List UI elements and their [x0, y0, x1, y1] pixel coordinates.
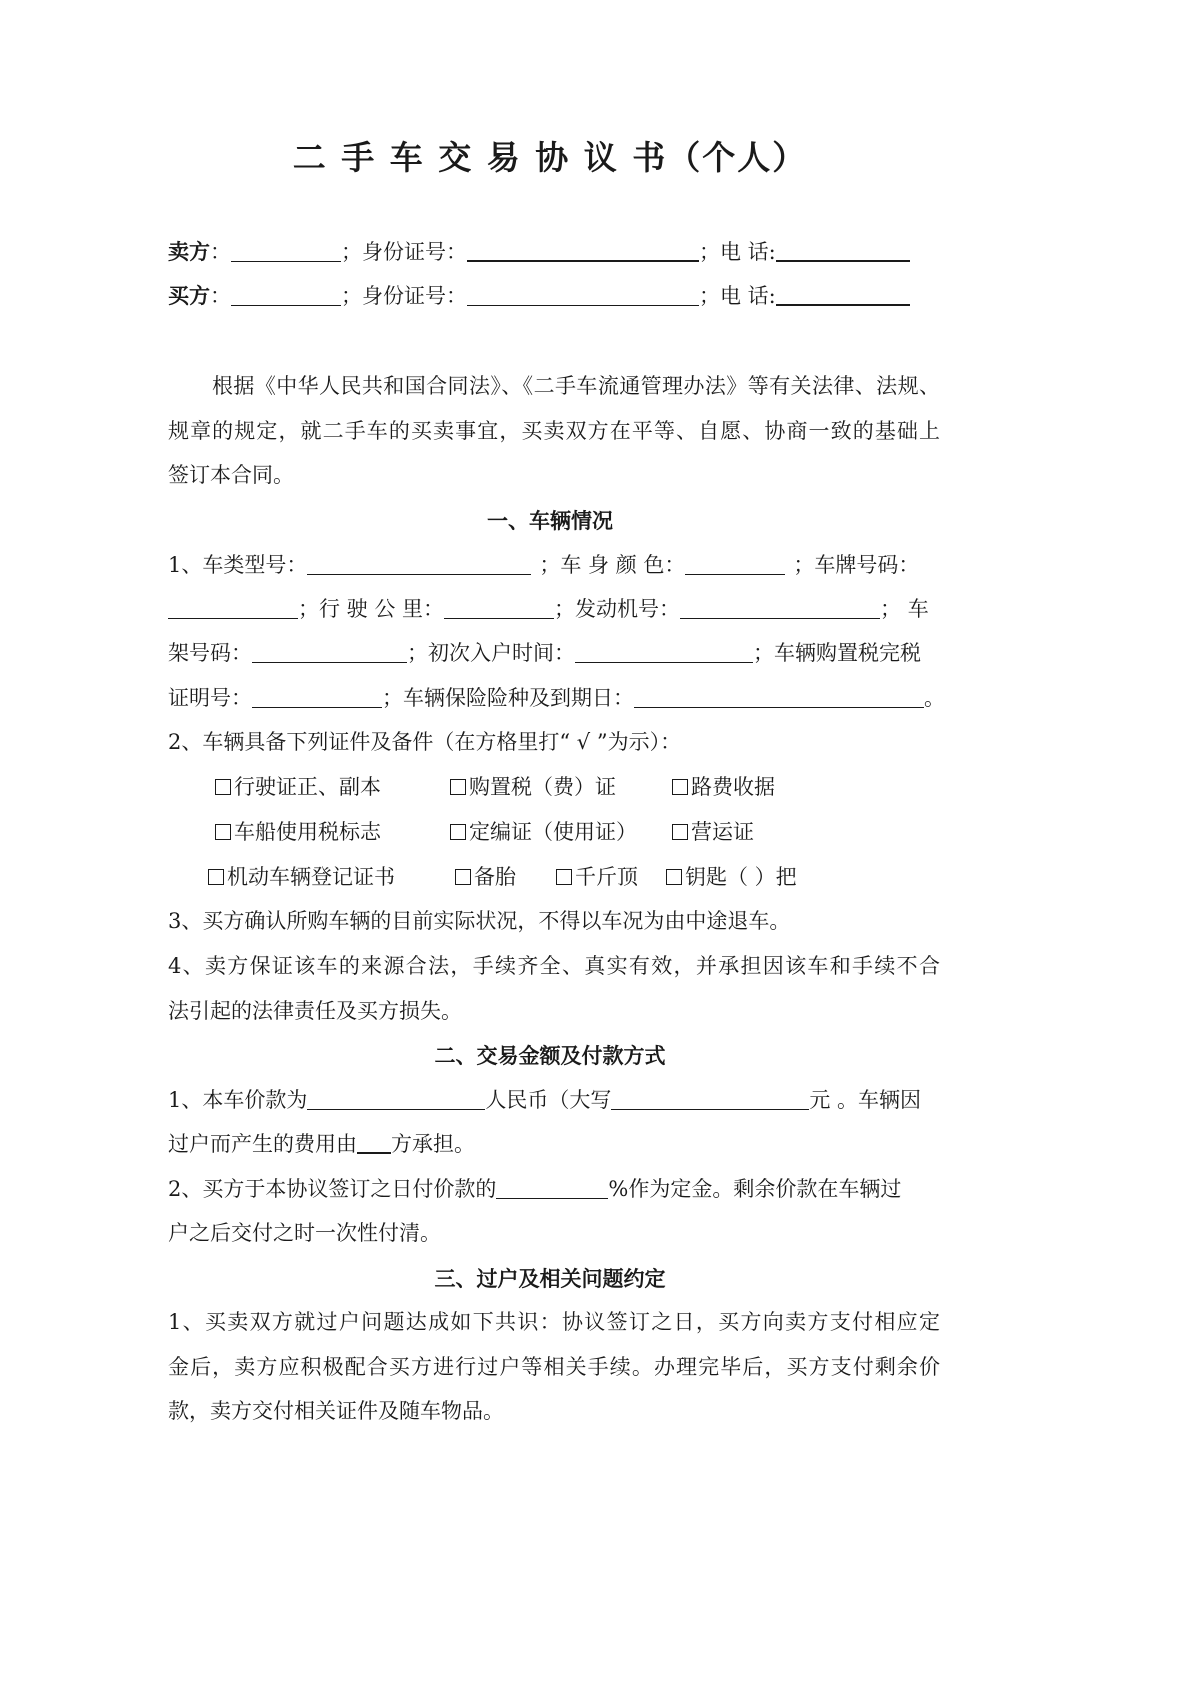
- body-color-label: ；车 身 颜 色：: [539, 553, 686, 577]
- vehicle-model-label: 1、车类型号：: [168, 553, 308, 577]
- checklist-item-purchase-tax[interactable]: [450, 765, 616, 810]
- deposit-suffix: %作为定金。剩余价款在车辆过: [608, 1177, 902, 1201]
- seller-phone-label: ；电 话:: [699, 240, 776, 264]
- price-uppercase-field[interactable]: [611, 1087, 809, 1110]
- checklist-item-quota-cert[interactable]: [450, 810, 637, 855]
- checkbox-icon[interactable]: [450, 824, 466, 840]
- section-3-heading: 三、过户及相关问题约定: [434, 1266, 666, 1291]
- seller-colon: ：: [210, 240, 231, 264]
- checklist-label: 千斤顶: [575, 865, 638, 889]
- seller-name-field[interactable]: [231, 239, 341, 262]
- fee-bearer-suffix: 方承担。: [391, 1132, 475, 1156]
- frame-number-label-start: ； 车: [880, 597, 929, 621]
- buyer-row: [168, 273, 940, 319]
- mileage-field[interactable]: [444, 596, 554, 619]
- insurance-field[interactable]: [634, 685, 924, 708]
- checkbox-icon[interactable]: [455, 869, 471, 885]
- s2-item2-line-1: [168, 1167, 940, 1212]
- first-registration-field[interactable]: [575, 640, 753, 663]
- checklist-label: 钥匙（ ）把: [685, 865, 797, 889]
- engine-number-field[interactable]: [680, 596, 880, 619]
- buyer-id-field[interactable]: [467, 283, 699, 306]
- checkbox-icon[interactable]: [556, 869, 572, 885]
- body-color-field[interactable]: [685, 552, 785, 575]
- checkbox-icon[interactable]: [215, 824, 231, 840]
- section-2-heading: 二、交易金额及付款方式: [434, 1043, 666, 1068]
- deposit-label: 2、买方于本协议签订之日付价款的: [168, 1177, 497, 1201]
- checklist-label: 行驶证正、副本: [234, 775, 381, 799]
- preamble-line-1: 根据《中华人民共和国合同法》、《二手车流通管理办法》等有关法律、法规、: [212, 374, 940, 398]
- checklist-item-jack[interactable]: [556, 855, 638, 900]
- s3-item1-line-3: 款，卖方交付相关证件及随车物品。: [168, 1399, 504, 1423]
- checklist-label: 购置税（费）证: [469, 775, 616, 799]
- checklist-item-operating-cert[interactable]: [672, 810, 754, 855]
- s2-item1-line-1: [168, 1078, 940, 1123]
- price-unit: 元 。车辆因: [809, 1088, 922, 1112]
- engine-number-label: ；发动机号：: [554, 597, 681, 621]
- checkbox-icon[interactable]: [666, 869, 682, 885]
- s1-item4-line-1: 4、卖方保证该车的来源合法，手续齐全、真实有效，并承担因该车和手续不合: [168, 954, 940, 978]
- s1-item3: 3、买方确认所购车辆的目前实际状况，不得以车况为由中途退车。: [168, 909, 791, 933]
- fee-bearer-label: 过户而产生的费用由: [168, 1132, 357, 1156]
- buyer-label: 买方: [168, 283, 210, 308]
- price-field[interactable]: [307, 1087, 485, 1110]
- checklist-item-toll-receipt[interactable]: [672, 765, 775, 810]
- purchase-tax-cert-field[interactable]: [252, 685, 382, 708]
- buyer-name-field[interactable]: [231, 283, 341, 306]
- s2-item2-line-2: 户之后交付之时一次性付清。: [168, 1221, 441, 1245]
- purchase-tax-label: ；车辆购置税完税: [753, 641, 921, 665]
- insurance-period: 。: [924, 686, 945, 710]
- deposit-percent-field[interactable]: [496, 1176, 608, 1199]
- buyer-id-label: ；身份证号：: [341, 284, 467, 308]
- buyer-phone-label: ；电 话:: [699, 284, 776, 308]
- checkbox-icon[interactable]: [208, 869, 224, 885]
- s2-item1-line-2: [168, 1122, 940, 1167]
- s1-item1-line-3: [168, 631, 940, 676]
- seller-label: 卖方: [168, 239, 210, 264]
- s1-item2: 2、车辆具备下列证件及备件（在方格里打“ √ ”为示）：: [168, 730, 682, 754]
- checklist-item-registration[interactable]: [208, 855, 395, 900]
- buyer-phone-field[interactable]: [776, 282, 910, 306]
- preamble-line-3: 签订本合同。: [168, 463, 294, 487]
- first-registration-label: ；初次入户时间：: [407, 641, 575, 665]
- s1-item1-line-2: [168, 587, 940, 632]
- checklist-item-vessel-tax[interactable]: [215, 810, 381, 855]
- s1-item1-line-4: [168, 676, 945, 721]
- seller-id-field[interactable]: [467, 238, 699, 262]
- checkbox-icon[interactable]: [450, 779, 466, 795]
- purchase-tax-cert-label: 证明号：: [168, 686, 252, 710]
- checklist-label: 定编证（使用证）: [469, 820, 637, 844]
- s3-item1-line-2: 金后，卖方应积极配合买方进行过户等相关手续。办理完毕后，买方支付剩余价: [168, 1355, 940, 1379]
- document-title: 二 手 车 交 易 协 议 书（个人）: [292, 138, 808, 177]
- s1-item4-line-2: 法引起的法律责任及买方损失。: [168, 999, 462, 1023]
- seller-id-label: ；身份证号：: [341, 240, 467, 264]
- checkbox-icon[interactable]: [672, 824, 688, 840]
- preamble-line-2: 规章的规定，就二手车的买卖事宜，买卖双方在平等、自愿、协商一致的基础上: [168, 419, 940, 443]
- seller-phone-field[interactable]: [776, 238, 910, 262]
- vehicle-model-field[interactable]: [307, 552, 531, 575]
- price-uppercase-label: 人民币（大写: [485, 1088, 612, 1112]
- checklist-item-license[interactable]: [215, 765, 381, 810]
- checklist-item-spare-tire[interactable]: [455, 855, 516, 900]
- s3-item1-line-1: 1、买卖双方就过户问题达成如下共识：协议签订之日，买方向卖方支付相应定: [168, 1310, 940, 1334]
- checklist-item-keys[interactable]: [666, 855, 797, 900]
- seller-row: [168, 229, 940, 275]
- checklist-label: 路费收据: [691, 775, 775, 799]
- s1-item1-line-1: [168, 543, 940, 588]
- checklist-label: 营运证: [691, 820, 754, 844]
- buyer-colon: ：: [210, 284, 231, 308]
- checklist-label: 机动车辆登记证书: [227, 865, 395, 889]
- fee-bearer-field[interactable]: [357, 1130, 391, 1154]
- checkbox-icon[interactable]: [672, 779, 688, 795]
- plate-number-field[interactable]: [168, 596, 298, 619]
- frame-number-field[interactable]: [252, 640, 407, 663]
- plate-number-label: ；车牌号码：: [793, 553, 920, 577]
- checklist-label: 车船使用税标志: [234, 820, 381, 844]
- checkbox-icon[interactable]: [215, 779, 231, 795]
- frame-number-label-end: 架号码：: [168, 641, 252, 665]
- mileage-label: ；行 驶 公 里：: [298, 597, 445, 621]
- checklist-label: 备胎: [474, 865, 516, 889]
- insurance-label: ；车辆保险险种及到期日：: [382, 686, 634, 710]
- price-label: 1、本车价款为: [168, 1088, 308, 1112]
- section-1-heading: 一、车辆情况: [487, 508, 613, 533]
